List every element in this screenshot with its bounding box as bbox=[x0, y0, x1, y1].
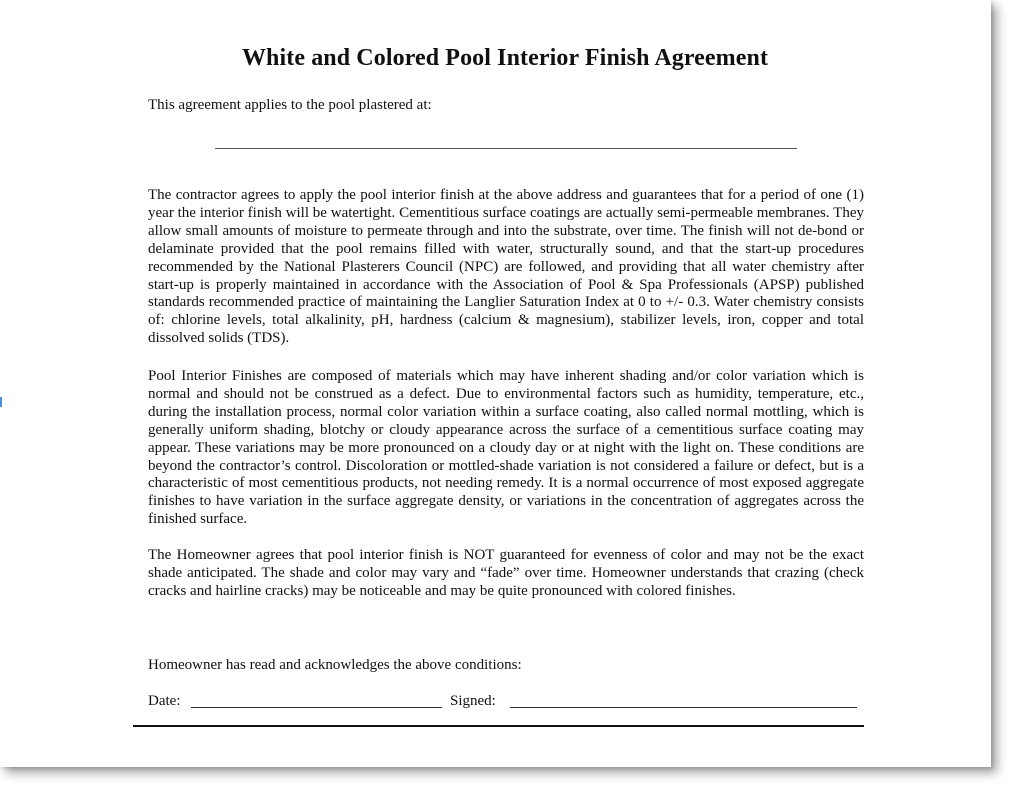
signature-row bbox=[148, 692, 864, 712]
edge-marker bbox=[0, 397, 2, 407]
paragraph-warranty: The contractor agrees to apply the pool interior finish at the above address and guarantees that for a period of one (1) year the interior finish will be watertight. Cementitious surface coatings are actually semi-permeable membranes. They allow small amounts of moisture to permeate through and into the substrate, over time. The finish will not de-bond or delaminate provided that the pool remains filled with water, structurally sound, and that the start-up procedures recommended by the National Plasterers Council (NPC) are followed, and providing that all water chemistry after start-up is properly maintained in accordance with the Association of Pool & Spa Professionals (APSP) published standards recommended practice of maintaining the Langlier Saturation Index at 0 to +/- 0.3. Water chemistry consists of: chlorine levels, total alkalinity, pH, hardness (calcium & magnesium), stabilizer levels, iron, copper and total dissolved solids (TDS). bbox=[148, 187, 864, 347]
address-blank-line bbox=[215, 148, 797, 149]
date-label: Date: bbox=[148, 693, 181, 709]
paragraph-homeowner-agreement: The Homeowner agrees that pool interior finish is NOT guaranteed for evenness of color and may not be the exact shade anticipated. The shade and color may vary and “fade” over time. Homeowner understands that crazing (check cracks and hairline cracks) may be noticeable and may be quite pronounced with colored finishes. bbox=[148, 547, 864, 599]
signature-blank-line bbox=[510, 707, 857, 708]
date-blank-line bbox=[191, 707, 442, 708]
acknowledgement-text: Homeowner has read and acknowledges the above conditions: bbox=[148, 657, 522, 673]
paragraph-color-variation: Pool Interior Finishes are composed of materials which may have inherent shading and/or color variation which is normal and should not be construed as a defect. Due to environmental factors such as humidity, temperature, etc., during the installation process, normal color variation within a surface coating, also called normal mottling, which is generally uniform shading, blotchy or cloudy appearance across the surface of a cementitious surface coating may appear. These variations may be more pronounced on a cloudy day or at night with the light on. These conditions are beyond the contractor’s control. Discoloration or mottled-shade variation is not considered a failure or defect, but is a characteristic of most cementitious products, not needing remedy. It is a normal occurrence of most exposed aggregate finishes to have variation in the surface aggregate density, or variations in the concentration of aggregates across the finished surface. bbox=[148, 368, 864, 528]
intro-text: This agreement applies to the pool plastered at: bbox=[148, 97, 432, 113]
signed-label: Signed: bbox=[450, 693, 496, 709]
bottom-divider bbox=[133, 725, 864, 727]
document-title: White and Colored Pool Interior Finish Agreement bbox=[241, 45, 769, 71]
